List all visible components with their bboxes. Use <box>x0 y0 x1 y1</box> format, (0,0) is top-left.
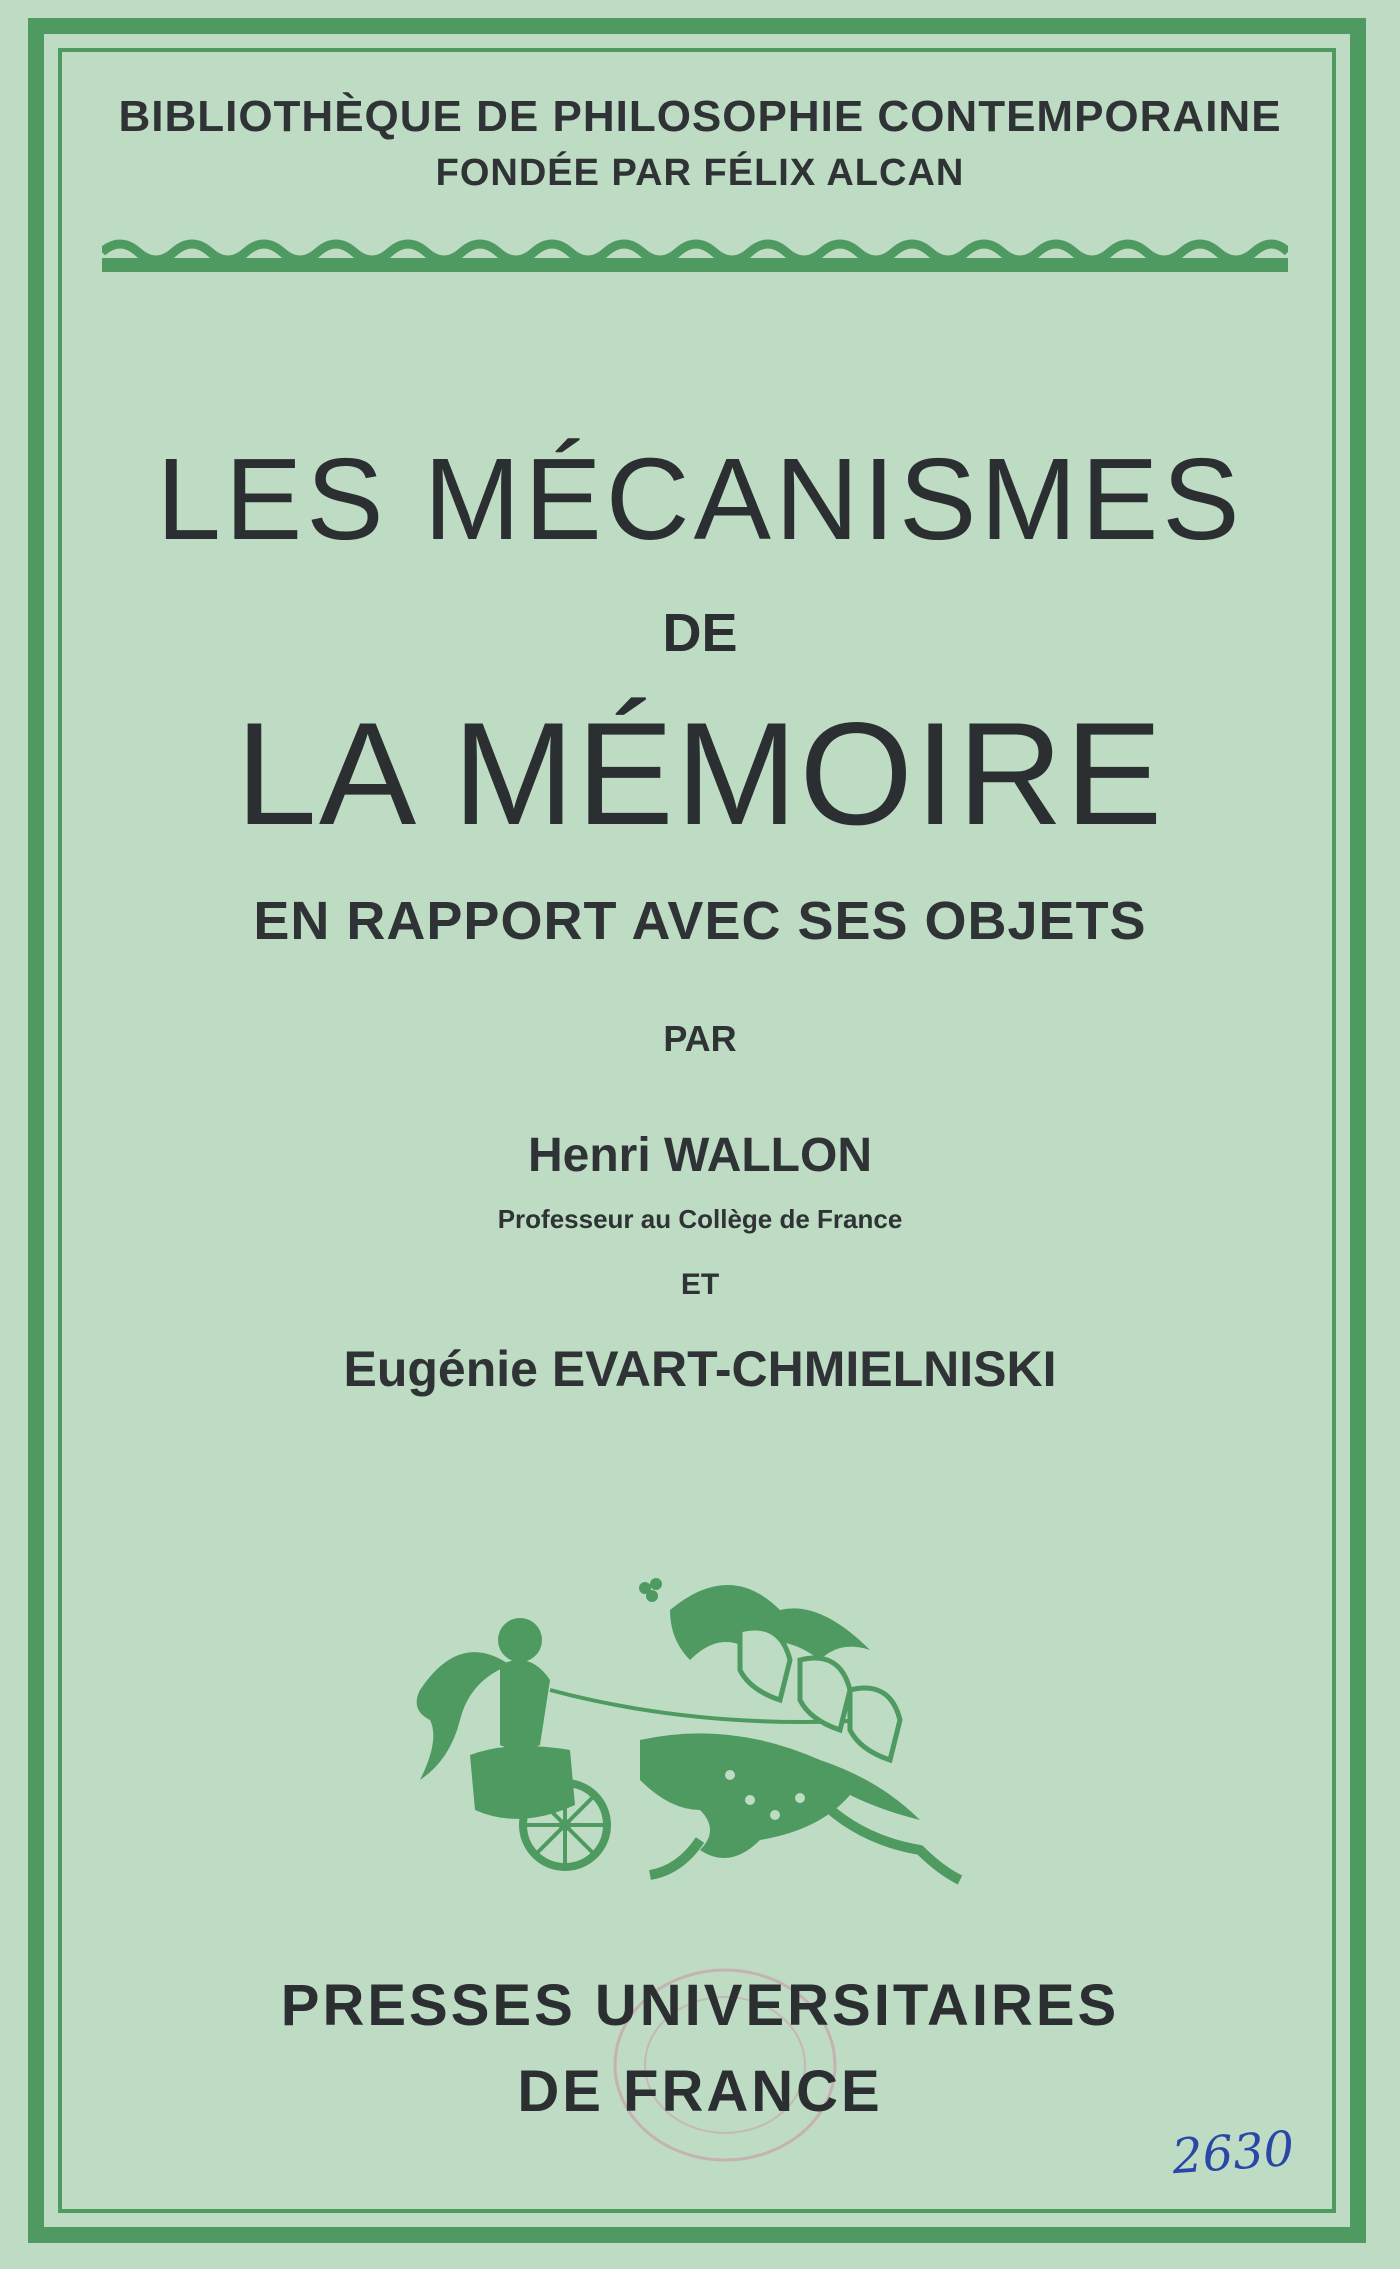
title-line-2: DE <box>662 603 738 663</box>
author-1-role: Professeur au Collège de France <box>497 1204 903 1234</box>
byline-par: PAR <box>663 1018 737 1059</box>
handwritten-note: 2630 <box>1170 2120 1296 2186</box>
wave-ornament-icon <box>102 228 1288 276</box>
byline-et: ET <box>680 1268 720 1301</box>
chariot-horses-emblem-icon <box>400 1570 1000 1900</box>
book-subtitle: EN RAPPORT AVEC SES OBJETS <box>253 891 1147 951</box>
title-line-3: LA MÉMOIRE <box>235 692 1165 855</box>
publisher-line-2: DE FRANCE <box>517 2059 883 2124</box>
series-title: BIBLIOTHÈQUE DE PHILOSOPHIE CONTEMPORAINE <box>118 92 1282 141</box>
title-line-1: LES MÉCANISMES <box>156 434 1244 564</box>
series-subtitle: FONDÉE PAR FÉLIX ALCAN <box>435 152 965 194</box>
author-1: Henri WALLON <box>528 1129 872 1182</box>
author-2: Eugénie EVART-CHMIELNISKI <box>343 1341 1057 1397</box>
publisher-line-1: PRESSES UNIVERSITAIRES <box>280 1973 1120 2038</box>
